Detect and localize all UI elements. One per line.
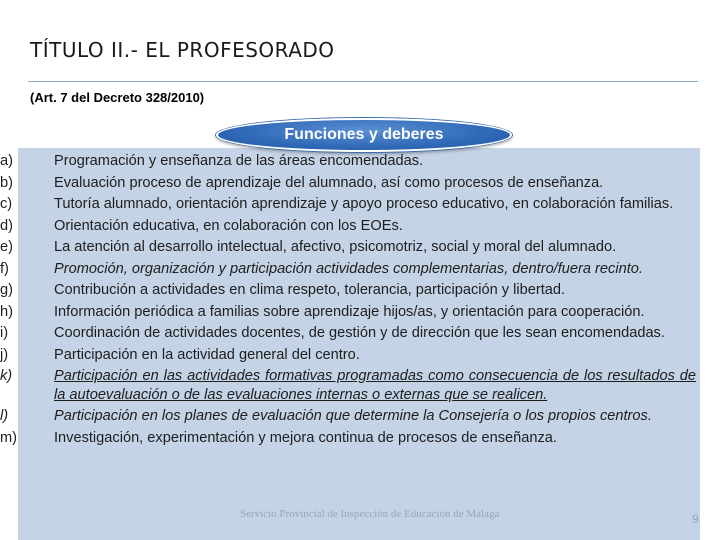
list-marker: e) [0,239,13,255]
list-item-text: Promoción, organización y participación actividades complementarias, dentro/fuera recinto. [54,260,643,277]
list-item [0,152,720,171]
list-marker: g) [0,282,13,298]
list-item-text: Evaluación proceso de aprendizaje del alumnado, así como procesos de enseñanza. [54,174,604,191]
list-marker: m) [0,429,18,446]
list-item [0,407,720,426]
list-item [0,281,720,300]
list-item [0,367,720,404]
list-marker: d) [0,217,13,234]
list-item-text: Coordinación de actividades docentes, de gestión y de dirección que les sean encomendadas. [54,325,665,341]
list-marker: l) [0,408,9,424]
slide-subtitle: (Art. 7 del Decreto 328/2010) [30,90,205,105]
list-item [0,238,720,257]
list-item [0,346,720,365]
list-marker: h) [0,303,13,320]
title-divider [28,81,698,82]
list-item [0,195,720,214]
list-item-text: Participación en la actividad general del centro. [54,346,360,363]
list-item [0,429,720,448]
duties-list [0,152,720,450]
list-marker: k) [0,368,13,384]
list-marker: a) [0,153,13,169]
list-item-text: La atención al desarrollo intelectual, afectivo, psicomotriz, social y moral del alumnado. [54,239,617,255]
list-marker: c) [0,196,13,212]
list-item-text: Programación y enseñanza de las áreas encomendadas. [54,153,424,169]
list-item-text: Participación en los planes de evaluación que determine la Consejería o los propios centros. [54,408,652,424]
list-item-text: Tutoría alumnado, orientación aprendizaje y apoyo proceso educativo, en colaboración familias. [54,196,674,212]
list-item-text: Orientación educativa, en colaboración con los EOEs. [54,217,403,234]
slide-title: TÍTULO II.- EL PROFESORADO [30,38,335,62]
page-number: 9 [692,512,699,526]
list-item [0,260,720,279]
list-item-text: Investigación, experimentación y mejora continua de procesos de enseñanza. [54,429,557,446]
functions-heading-pill: Funciones y deberes [216,118,512,152]
list-marker: j) [0,346,9,363]
list-item [0,324,720,343]
list-marker: i) [0,325,9,341]
footer-text: Servicio Provincial de Inspección de Educación de Málaga [240,508,500,520]
list-item [0,217,720,236]
list-item-text: Información periódica a familias sobre aprendizaje hijos/as, y orientación para cooperación. [54,303,645,320]
list-marker: b) [0,174,13,191]
list-item [0,303,720,322]
list-item [0,174,720,193]
list-item-text: Participación en las actividades formativas programadas como consecuencia de los resultados de la autoevaluación o de las evaluaciones internas o externas que se realicen. [54,368,696,403]
list-item-text: Contribución a actividades en clima respeto, tolerancia, participación y libertad. [54,282,566,298]
list-marker: f) [0,260,9,277]
